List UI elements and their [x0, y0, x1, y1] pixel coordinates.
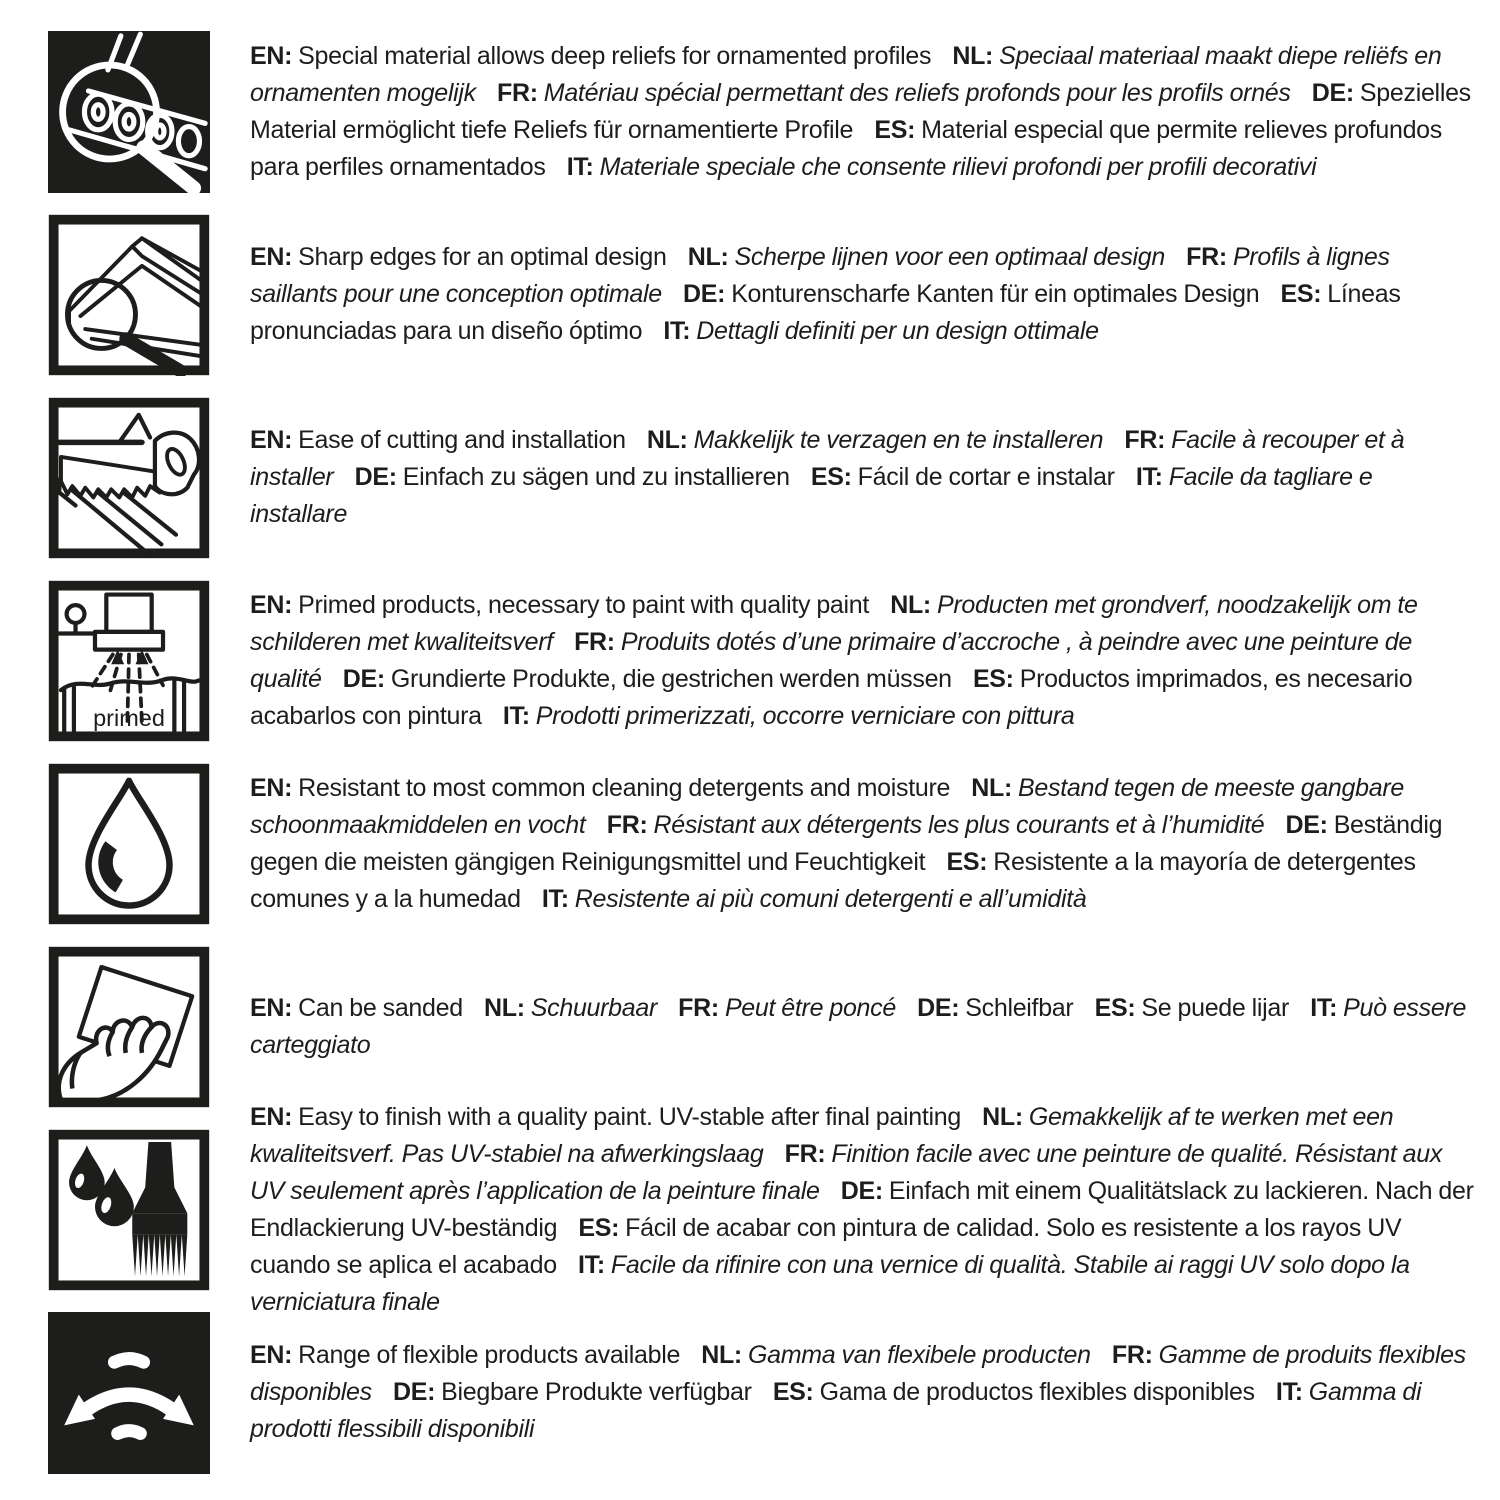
lang-label-es: ES: — [1094, 993, 1136, 1022]
feature-description-it: Gamma di prodotti flessibili disponibili — [250, 1378, 1422, 1443]
lang-label-en: EN: — [250, 243, 293, 271]
feature-description-en: Resistant to most common cleaning detergents and moisture — [298, 773, 951, 802]
lang-label-fr: FR: — [1111, 1341, 1153, 1369]
feature-text-es — [811, 463, 1115, 491]
row-can-be-sanded — [48, 935, 1482, 1118]
lang-label-es: ES: — [972, 664, 1014, 693]
feature-description-de: Beständig gegen die meisten gängigen Reinigungsmittel und Feuchtigkeit — [250, 810, 1443, 876]
ornamented-profile-magnifier-icon — [48, 31, 210, 193]
feature-description-it: Resistente ai più comuni detergenti e all’umidità — [574, 884, 1087, 913]
feature-text-de — [917, 994, 1073, 1022]
lang-label-de: DE: — [683, 280, 726, 308]
feature-description-de: Einfach mit einem Qualitätslack zu lackieren. Nach der Endlackierung UV-beständig — [250, 1176, 1474, 1242]
feature-text — [250, 422, 1482, 533]
feature-description-es: Material especial que permite relieves profundos para perfiles ornamentados — [250, 115, 1442, 181]
feature-text-de — [355, 463, 790, 491]
lang-label-nl: NL: — [971, 773, 1013, 802]
feature-text — [250, 587, 1482, 735]
lang-label-nl: NL: — [982, 1102, 1023, 1131]
feature-text-fr — [607, 811, 1265, 839]
lang-label-es: ES: — [578, 1213, 620, 1242]
feature-description-fr: Gamme de produits flexibles disponibles — [250, 1341, 1466, 1406]
feature-description-de: Grundierte Produkte, die gestrichen werden müssen — [390, 664, 952, 693]
feature-text-en — [250, 1341, 680, 1369]
feature-text-it — [567, 153, 1317, 181]
feature-text-es — [773, 1378, 1255, 1406]
feature-text-en — [250, 774, 950, 802]
lang-label-en: EN: — [250, 1341, 293, 1369]
feature-description-nl: Makkelijk te verzagen en te installeren — [693, 426, 1104, 454]
row-moisture-resistant — [48, 752, 1482, 935]
row-easy-cutting — [48, 386, 1482, 569]
feature-description-es: Se puede lijar — [1141, 993, 1290, 1022]
svg-text:primed: primed — [93, 704, 165, 731]
feature-text-nl — [701, 1341, 1091, 1369]
lang-label-es: ES: — [1280, 280, 1322, 308]
lang-label-fr: FR: — [678, 993, 719, 1022]
row-flexible-range — [48, 1301, 1482, 1484]
feature-text-de — [683, 280, 1259, 308]
feature-text-it — [663, 317, 1098, 345]
feature-text-fr — [497, 79, 1291, 107]
feature-description-es: Gama de productos flexibles disponibles — [819, 1378, 1255, 1406]
feature-description-en: Primed products, necessary to paint with quality paint — [298, 590, 870, 619]
feature-description-de: Biegbare Produkte verfügbar — [441, 1378, 752, 1406]
feature-description-fr: Finition facile avec une peinture de qualité. Résistant aux UV seulement après l’application de la peinture finale — [250, 1139, 1443, 1205]
lang-label-es: ES: — [772, 1378, 814, 1406]
feature-text-de — [393, 1378, 752, 1406]
lang-label-nl: NL: — [484, 993, 525, 1022]
lang-label-en: EN: — [250, 773, 293, 802]
lang-label-fr: FR: — [784, 1139, 826, 1168]
primed-spray-icon — [48, 580, 210, 742]
lang-label-de: DE: — [1285, 810, 1328, 839]
feature-text-en — [250, 1103, 961, 1131]
feature-text-nl — [688, 243, 1165, 271]
feature-description-fr: Peut être poncé — [724, 993, 896, 1022]
feature-description-en: Can be sanded — [298, 993, 463, 1022]
feature-description-fr: Profils à lignes saillants pour une conception optimale — [250, 243, 1390, 308]
feature-text-nl — [647, 426, 1103, 454]
row-deep-reliefs — [48, 20, 1482, 203]
feature-text-en — [250, 994, 463, 1022]
feature-text-en — [250, 42, 931, 70]
lang-label-nl: NL: — [687, 243, 729, 271]
lang-label-nl: NL: — [701, 1341, 742, 1369]
paint-brush-drops-icon — [48, 1129, 210, 1291]
saw-cutting-icon — [48, 397, 210, 559]
feature-text — [250, 239, 1482, 350]
lang-label-de: DE: — [392, 1378, 436, 1406]
feature-description-de: Schleifbar — [965, 993, 1074, 1022]
lang-label-nl: NL: — [890, 590, 931, 619]
feature-text-it — [503, 702, 1075, 730]
lang-label-it: IT: — [1275, 1378, 1303, 1406]
feature-description-it: Può essere carteggiato — [250, 993, 1467, 1059]
feature-description-es: Fácil de acabar con pintura de calidad. Solo es resistente a los rayos UV cuando se aplica el acabado — [250, 1213, 1402, 1279]
feature-description-en: Range of flexible products available — [298, 1341, 681, 1369]
lang-label-en: EN: — [250, 1102, 293, 1131]
feature-description-it: Materiale speciale che consente rilievi profondi per profili decorativi — [599, 152, 1317, 181]
feature-description-nl: Bestand tegen de meeste gangbare schoonmaakmiddelen en vocht — [250, 773, 1404, 839]
feature-description-it: Dettagli definiti per un design ottimale — [696, 317, 1099, 345]
feature-description-es: Fácil de cortar e instalar — [857, 463, 1115, 491]
row-sharp-edges — [48, 203, 1482, 386]
lang-label-nl: NL: — [952, 41, 994, 70]
row-primed-products — [48, 569, 1482, 752]
feature-description-fr: Produits dotés d’une primaire d’accroche , à peindre avec une peinture de qualité — [250, 627, 1412, 693]
lang-label-fr: FR: — [606, 810, 648, 839]
feature-description-fr: Matériau spécial permettant des reliefs profonds pour les profils ornés — [543, 78, 1291, 107]
feature-text — [250, 38, 1482, 186]
feature-text-en — [250, 426, 626, 454]
feature-text-it — [542, 885, 1087, 913]
lang-label-de: DE: — [1311, 78, 1354, 107]
feature-description-en: Ease of cutting and installation — [298, 426, 626, 454]
feature-description-de: Spezielles Material ermöglicht tiefe Reliefs für ornamentierte Profile — [250, 78, 1471, 144]
water-drop-icon — [48, 763, 210, 925]
feature-text — [250, 990, 1482, 1064]
feature-description-nl: Scherpe lijnen voor een optimaal design — [734, 243, 1166, 271]
feature-description-fr: Résistant aux détergents les plus courants et à l’humidité — [653, 810, 1265, 839]
feature-description-es: Productos imprimados, es necesario acabarlos con pintura — [250, 664, 1413, 730]
lang-label-en: EN: — [250, 590, 293, 619]
feature-text-en — [250, 243, 667, 271]
lang-label-it: IT: — [502, 701, 530, 730]
row-easy-to-finish — [48, 1102, 1482, 1316]
feature-description-it: Facile da rifinire con una vernice di qualità. Stabile ai raggi UV solo dopo la verniciatura finale — [250, 1250, 1410, 1316]
lang-label-es: ES: — [810, 463, 852, 491]
feature-description-it: Prodotti primerizzati, occorre verniciare con pittura — [535, 701, 1075, 730]
lang-label-en: EN: — [250, 41, 293, 70]
lang-label-nl: NL: — [646, 426, 688, 454]
lang-label-fr: FR: — [1124, 426, 1166, 454]
feature-description-de: Einfach zu sägen und zu installieren — [402, 463, 790, 491]
sanding-hand-icon — [48, 946, 210, 1108]
feature-description-en: Easy to finish with a quality paint. UV-stable after final painting — [298, 1102, 961, 1131]
lang-label-it: IT: — [566, 152, 594, 181]
lang-label-de: DE: — [342, 664, 385, 693]
lang-label-it: IT: — [1310, 993, 1338, 1022]
feature-description-nl: Gemakkelijk af te werken met een kwaliteitsverf. Pas UV-stabiel na afwerkingslaag — [250, 1102, 1394, 1168]
feature-description-en: Special material allows deep reliefs for ornamented profiles — [298, 41, 932, 70]
feature-text — [250, 1337, 1482, 1448]
feature-description-es: Resistente a la mayoría de detergentes comunes y a la humedad — [250, 847, 1416, 913]
lang-label-it: IT: — [1135, 463, 1163, 491]
feature-text-de — [343, 665, 952, 693]
lang-label-en: EN: — [250, 993, 293, 1022]
feature-description-nl: Schuurbaar — [530, 993, 658, 1022]
lang-label-it: IT: — [541, 884, 569, 913]
lang-label-fr: FR: — [1186, 243, 1227, 271]
flexible-bend-arrow-icon — [48, 1312, 210, 1474]
feature-description-de: Konturenscharfe Kanten für ein optimales Design — [731, 280, 1260, 308]
feature-description-nl: Speciaal materiaal maakt diepe reliëfs en ornamenten mogelijk — [250, 41, 1442, 107]
feature-description-en: Sharp edges for an optimal design — [298, 243, 667, 271]
feature-text — [250, 770, 1482, 918]
lang-label-fr: FR: — [574, 627, 615, 656]
feature-description-it: Facile da tagliare e installare — [250, 463, 1373, 528]
feature-description-es: Líneas pronunciadas para un diseño óptimo — [250, 280, 1401, 345]
lang-label-it: IT: — [577, 1250, 605, 1279]
lang-label-de: DE: — [840, 1176, 883, 1205]
sharp-edges-magnifier-icon — [48, 214, 210, 376]
feature-description-fr: Facile à recouper et à installer — [250, 426, 1405, 491]
feature-description-nl: Gamma van flexibele producten — [747, 1341, 1091, 1369]
lang-label-de: DE: — [917, 993, 960, 1022]
lang-label-es: ES: — [874, 115, 916, 144]
feature-text-fr — [678, 994, 896, 1022]
feature-text — [250, 1099, 1482, 1321]
lang-label-it: IT: — [663, 317, 691, 345]
lang-label-fr: FR: — [497, 78, 538, 107]
lang-label-en: EN: — [250, 426, 293, 454]
feature-text-es — [1095, 994, 1289, 1022]
lang-label-de: DE: — [354, 463, 397, 491]
feature-description-nl: Producten met grondverf, noodzakelijk om te schilderen met kwaliteitsverf — [250, 590, 1418, 656]
feature-text-en — [250, 591, 869, 619]
lang-label-es: ES: — [946, 847, 988, 876]
feature-text-nl — [484, 994, 657, 1022]
